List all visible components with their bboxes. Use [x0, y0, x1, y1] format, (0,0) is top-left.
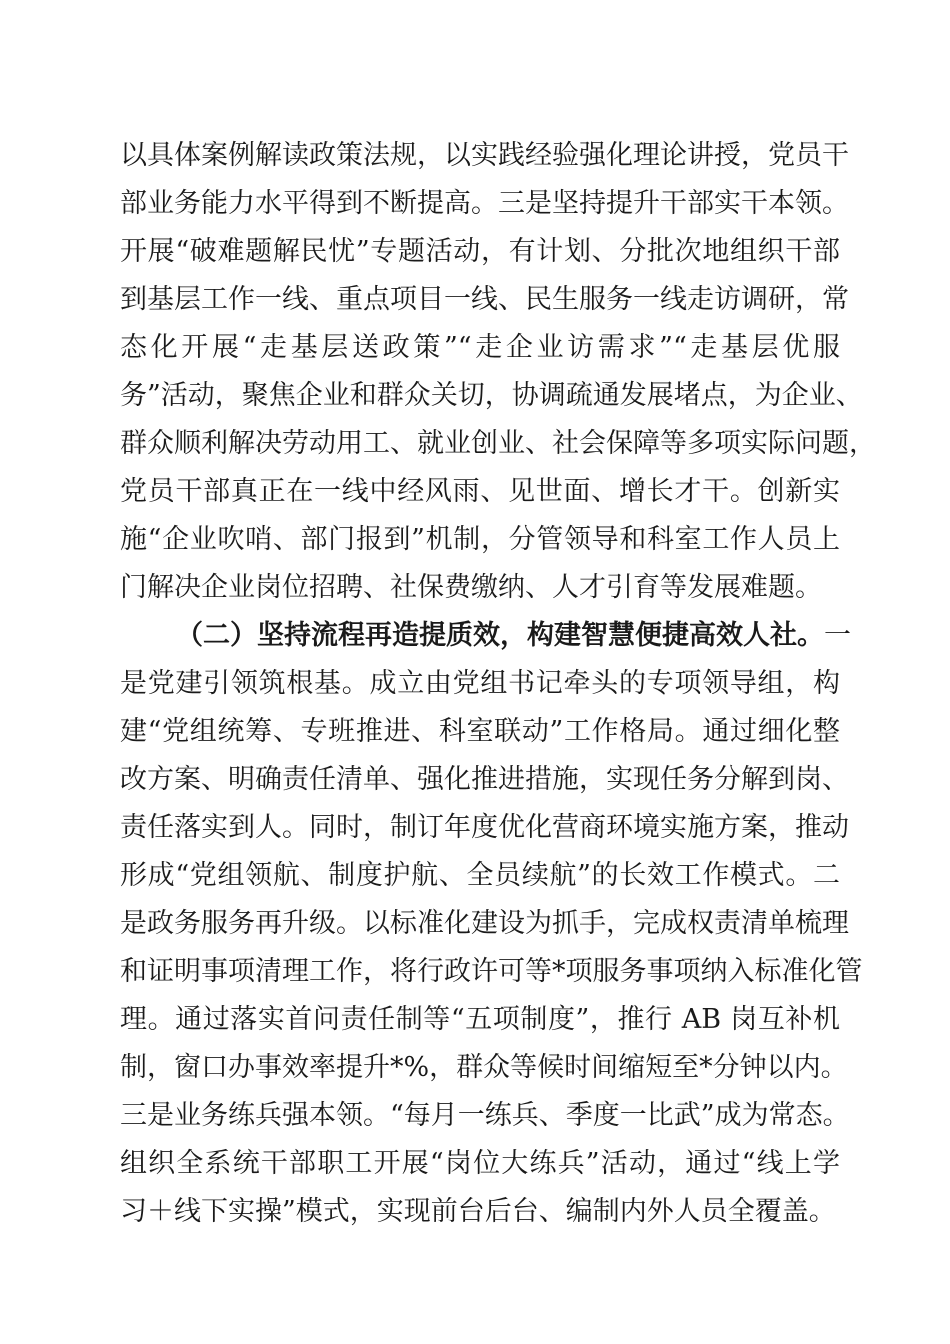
- paragraph-line: 是政务服务再升级。以标准化建设为抓手，完成权责清单梳理: [120, 908, 849, 939]
- paragraph-line: 建“党组统筹、专班推进、科室联动”工作格局。通过细化整: [120, 716, 840, 747]
- paragraph-line: 制，窗口办事效率提升*%，群众等候时间缩短至*分钟以内。: [120, 1052, 848, 1083]
- paragraph-line: 形成“党组领航、制度护航、全员续航”的长效工作模式。二: [120, 860, 840, 891]
- paragraph-line: 施“企业吹哨、部门报到”机制，分管领导和科室工作人员上: [120, 524, 840, 555]
- paragraph-line: 理。通过落实首问责任制等“五项制度”，推行 AB 岗互补机: [120, 1004, 840, 1035]
- section-heading: （二）坚持流程再造提质效，构建智慧便捷高效人社。: [176, 620, 824, 651]
- paragraph-line: 群众顺利解决劳动用工、就业创业、社会保障等多项实际问题，: [120, 428, 876, 459]
- paragraph-line: 部业务能力水平得到不断提高。三是坚持提升干部实干本领。: [120, 188, 849, 219]
- paragraph-line: 务”活动，聚焦企业和群众关切，协调疏通发展堵点，为企业、: [120, 380, 863, 411]
- paragraph-line: 以具体案例解读政策法规，以实践经验强化理论讲授，党员干: [120, 140, 849, 171]
- paragraph-line: 责任落实到人。同时，制订年度优化营商环境实施方案，推动: [120, 812, 849, 843]
- paragraph-line: 是党建引领筑根基。成立由党组书记牵头的专项领导组，构: [120, 668, 840, 699]
- section-heading-line: [176, 616, 851, 656]
- paragraph-line: 习＋线下实操”模式，实现前台后台、编制内外人员全覆盖。: [120, 1196, 836, 1227]
- paragraph-line: 开展“破难题解民忧”专题活动，有计划、分批次地组织干部: [120, 236, 840, 267]
- paragraph-line: 改方案、明确责任清单、强化推进措施，实现任务分解到岗、: [120, 764, 849, 795]
- paragraph-line: 组织全系统干部职工开展“岗位大练兵”活动，通过“线上学: [120, 1148, 840, 1179]
- paragraph-line: 三是业务练兵强本领。“每月一练兵、季度一比武”成为常态。: [120, 1100, 850, 1131]
- paragraph-line: 态化开展“走基层送政策”“走企业访需求”“走基层优服: [120, 332, 840, 363]
- paragraph-line: 到基层工作一线、重点项目一线、民生服务一线走访调研，常: [120, 284, 849, 315]
- paragraph-line: 和证明事项清理工作，将行政许可等*项服务事项纳入标准化管: [120, 956, 863, 987]
- paragraph-line: 门解决企业岗位招聘、社保费缴纳、人才引育等发展难题。: [120, 572, 822, 603]
- heading-line-tail: 一: [824, 620, 851, 651]
- paragraph-line: 党员干部真正在一线中经风雨、见世面、增长才干。创新实: [120, 476, 840, 507]
